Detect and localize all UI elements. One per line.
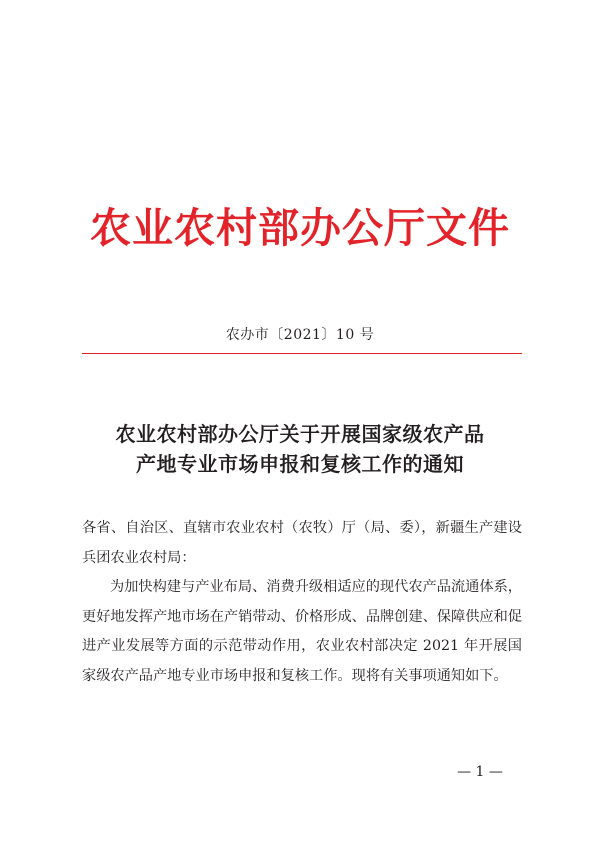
document-body (82, 514, 522, 692)
body-paragraph: 为加快构建与产业布局、消费升级相适应的现代农产品流通体系，更好地发挥产地市场在产销带动、价格形成、品牌创建、保障供应和促进产业发展等方面的示范带动作用，农业农村部决定 2021 年开展国家级农产品产地专业市场申报和复核工作。现将有关事项通知如下。 (82, 579, 522, 684)
title-line-2: 产地专业市场申报和复核工作的通知 (136, 452, 464, 476)
document-title (0, 419, 600, 479)
document-masthead: 农业农村部办公厅文件 (90, 204, 510, 252)
red-separator-line (82, 353, 522, 354)
document-number: 农办市〔2021〕10 号 (225, 327, 375, 343)
addressee: 各省、自治区、直辖市农业农村（农牧）厅（局、委），新疆生产建设兵团农业农村局： (82, 520, 522, 566)
page-number: — 1 — (457, 764, 503, 780)
title-line-1: 农业农村部办公厅关于开展国家级农产品 (115, 422, 485, 446)
